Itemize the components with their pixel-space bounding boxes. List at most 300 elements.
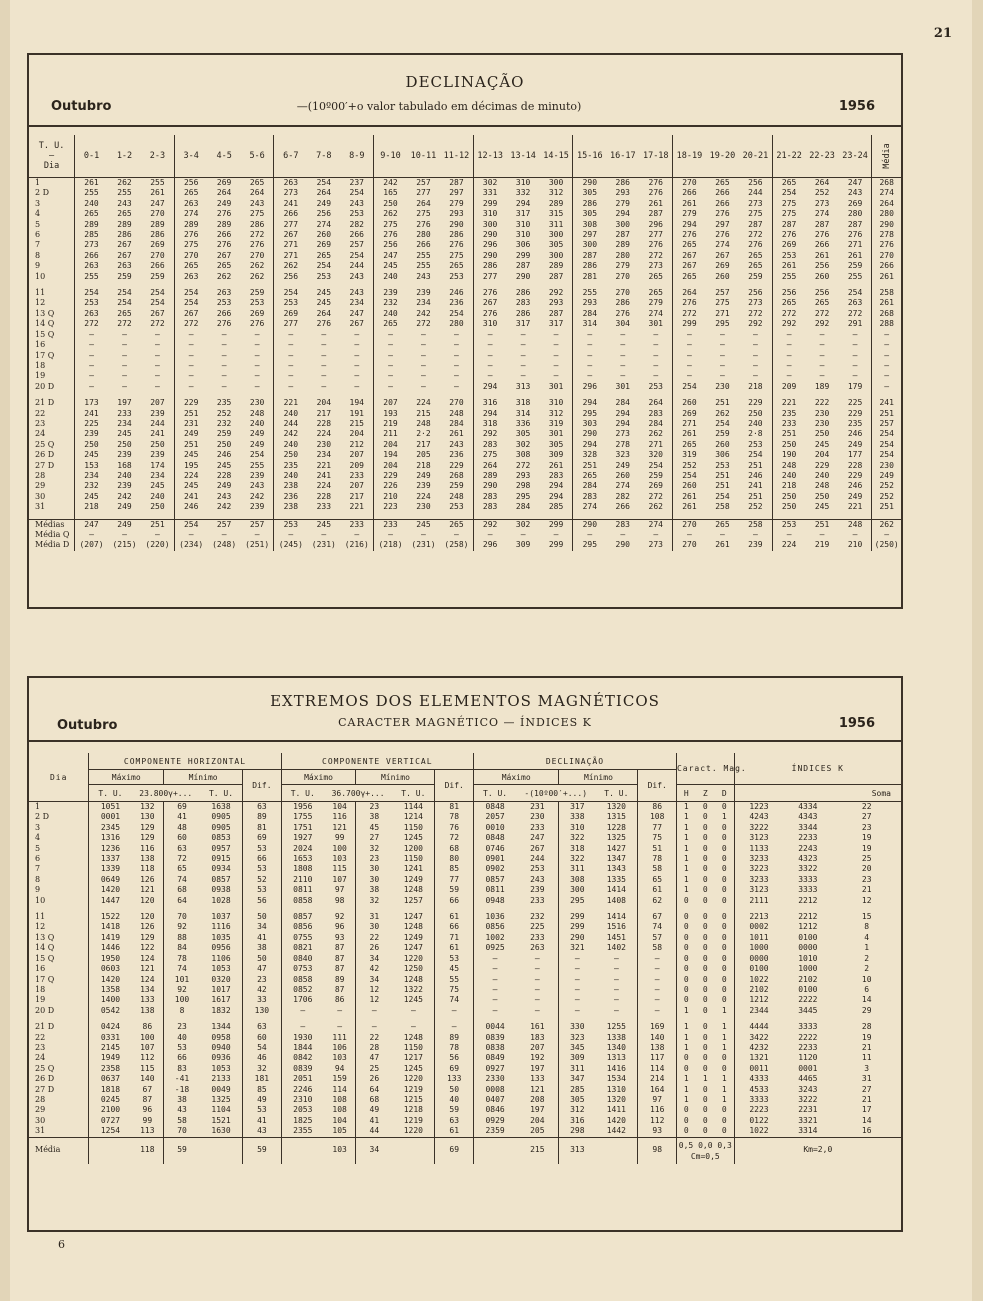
cell: — — [421, 360, 426, 370]
cell: 262 — [872, 519, 901, 530]
cell: 2·8 — [748, 429, 763, 439]
cell: 1335 — [606, 874, 626, 884]
cell: — — [638, 995, 676, 1005]
cell: — — [613, 1005, 619, 1015]
cell: 265 — [673, 240, 706, 250]
cell: 103 — [332, 1053, 347, 1063]
cell: 276 — [615, 308, 630, 318]
cell: 280 — [416, 230, 431, 240]
cell — [200, 1137, 243, 1164]
cell: 20 — [861, 864, 872, 874]
cell: 318 — [515, 398, 531, 408]
cell: 240 — [374, 272, 407, 282]
cell: 265 — [648, 271, 663, 281]
cell: 2100 — [89, 1105, 132, 1115]
cell: 292 — [814, 319, 830, 329]
cell: 280 — [872, 209, 901, 219]
cell: 1220 — [403, 1126, 423, 1136]
cell: — — [620, 350, 626, 360]
cell: 3333 — [798, 1022, 818, 1032]
cell: 255 — [416, 261, 431, 271]
cell: 1247 — [403, 912, 423, 922]
cell: 309 — [559, 1053, 595, 1063]
header-media — [872, 135, 901, 178]
cell: 61 — [435, 943, 473, 953]
cell: 0 — [702, 843, 708, 853]
cell: — — [673, 340, 706, 350]
cell: 118 — [140, 864, 155, 874]
row-day: 4 — [35, 209, 41, 219]
cell: 4 — [864, 932, 870, 942]
cell: 78 — [435, 1043, 473, 1053]
cell: 279 — [615, 261, 630, 271]
media-h-min: 59 — [164, 1137, 200, 1164]
cell: 51 — [638, 844, 676, 854]
cell: 311 — [559, 1064, 595, 1074]
cell: — — [221, 371, 227, 381]
cell: 96 — [142, 1105, 153, 1115]
table-row — [29, 1085, 901, 1095]
cell: 234 — [75, 471, 108, 481]
cell: 253 — [216, 298, 232, 308]
cell: — — [421, 381, 426, 391]
cell: — — [122, 340, 127, 350]
cell: 249 — [249, 429, 265, 439]
cell: 229 — [449, 460, 464, 470]
cell: 219 — [814, 540, 830, 550]
cell: 265 — [249, 178, 265, 187]
cell: 294 — [615, 209, 630, 219]
cell: 267 — [673, 251, 706, 261]
cell: 270 — [673, 519, 706, 530]
cell: 311 — [559, 864, 595, 874]
cell: — — [620, 360, 626, 370]
cell: 1022 — [734, 975, 783, 985]
cell: 224 — [316, 429, 332, 439]
cell: 306 — [715, 450, 730, 460]
cell: — — [473, 985, 516, 995]
cell: 0 — [721, 922, 727, 932]
cell: 0727 — [89, 1116, 132, 1126]
table-row — [29, 922, 901, 932]
cell: 0842 — [281, 1053, 324, 1063]
table-row — [29, 833, 901, 843]
cell: 174 — [150, 460, 165, 470]
cell: 208 — [530, 1094, 545, 1104]
cell: 299 — [515, 250, 531, 260]
cell: 289 — [216, 219, 232, 229]
cell: 287 — [573, 251, 606, 261]
cell: 3222 — [734, 823, 783, 833]
header-d-dif: Dif. — [638, 770, 676, 802]
cell: 23 — [861, 822, 872, 832]
cell: 0856 — [473, 922, 516, 932]
cell: 317 — [515, 209, 531, 219]
cell: 275 — [174, 240, 207, 250]
table-row — [29, 912, 901, 922]
cell: 87 — [142, 1094, 153, 1104]
cell: 276 — [473, 309, 506, 319]
cell: 53 — [243, 1105, 281, 1115]
header-hour: 22-23 — [805, 135, 838, 178]
cell: 250 — [150, 502, 165, 512]
cell: 286 — [473, 261, 506, 271]
header-declinacao: DECLINAÇÃO — [473, 753, 676, 770]
cell: 0925 — [473, 943, 516, 953]
cell: 276 — [748, 240, 763, 250]
cell: 0 — [702, 812, 708, 822]
cell: — — [852, 360, 858, 370]
cell: 19 — [861, 843, 872, 853]
cell: 3322 — [798, 864, 818, 874]
cell — [89, 1137, 132, 1164]
cell: 0 — [702, 943, 708, 953]
cell: 240 — [117, 470, 132, 480]
cell: 67 — [638, 912, 676, 922]
cell: 249 — [174, 429, 207, 439]
cell: 283 — [548, 470, 564, 480]
cell: — — [653, 530, 659, 539]
extremes-body — [29, 802, 901, 1138]
cell: 74 — [164, 964, 200, 974]
cell: 129 — [140, 932, 155, 942]
cell: 276 — [174, 230, 207, 240]
header-v-tu: T. U. — [281, 785, 324, 802]
cell: 0 — [702, 1094, 708, 1104]
cell: 290 — [473, 251, 506, 261]
row-day: 17 Q — [35, 350, 55, 360]
cell: 290 — [573, 178, 606, 189]
cell: 302 — [507, 519, 540, 530]
cell: 3222 — [798, 1094, 818, 1104]
cell: 250 — [814, 429, 830, 439]
cell: 295 — [573, 409, 606, 419]
cell: (216) — [344, 540, 369, 550]
cell: 76 — [435, 823, 473, 833]
cell: 0 — [702, 833, 708, 843]
cell: 97 — [638, 1095, 676, 1105]
cell: 261 — [814, 250, 830, 260]
cell: — — [872, 530, 901, 540]
header-h-tu2: T. U. — [200, 785, 243, 802]
cell: 265 — [174, 261, 207, 271]
cell: 1 — [676, 844, 695, 854]
cell: 27 — [861, 812, 872, 822]
cell: 89 — [334, 974, 345, 984]
cell: 1325 — [606, 833, 626, 843]
cell: 233 — [340, 519, 373, 530]
cell: 254 — [872, 450, 901, 460]
header-carac: Caract. Mag. — [676, 753, 734, 785]
row-day: 4 — [35, 833, 41, 843]
cell: — — [122, 329, 127, 339]
cell: 305 — [515, 429, 531, 439]
cell: 299 — [540, 519, 573, 530]
cell: 262 — [249, 261, 265, 271]
cell: 2223 — [734, 1105, 783, 1115]
cell: 243 — [249, 481, 265, 491]
cell: 0424 — [89, 1022, 132, 1032]
cell: 295 — [559, 896, 595, 906]
cell: 261 — [847, 250, 863, 260]
cell: 1212 — [798, 922, 818, 932]
cell: 265 — [316, 250, 332, 260]
cell: 107 — [332, 874, 347, 884]
cell: 261 — [150, 188, 165, 198]
cell: 221 — [847, 502, 863, 512]
cell: 257 — [241, 519, 274, 530]
cell: 89 — [435, 1033, 473, 1043]
cell: 69 — [243, 833, 281, 843]
cell: 1322 — [403, 984, 423, 994]
cell: 65 — [638, 875, 676, 885]
cell: 253 — [349, 209, 364, 219]
media-d-dif: 98 — [638, 1137, 676, 1164]
cell: 0811 — [473, 885, 516, 895]
cell: 260 — [715, 439, 730, 449]
cell: 305 — [573, 209, 606, 219]
cell: 253 — [449, 271, 464, 281]
cell: 255 — [847, 271, 863, 281]
cell: 207 — [349, 481, 364, 491]
cell: — — [720, 371, 725, 381]
cell: 255 — [416, 250, 431, 260]
table-row — [29, 1105, 901, 1115]
cell: 265 — [117, 308, 132, 318]
cell: 314 — [573, 319, 606, 329]
cell: 235 — [274, 461, 307, 471]
cell: — — [473, 371, 506, 381]
cell: 169 — [638, 1022, 676, 1032]
cell: 22 — [861, 802, 872, 811]
cell: 1408 — [606, 895, 626, 905]
cell: 245 — [307, 519, 340, 530]
cell: 1420 — [606, 1115, 626, 1125]
cell: 38 — [356, 812, 392, 822]
cell: — — [155, 371, 160, 381]
cell: 263 — [117, 261, 132, 271]
header-v-base: 36.700γ+... — [324, 785, 392, 802]
cell: 1219 — [403, 1084, 423, 1094]
cell: 267 — [715, 250, 730, 260]
declination-subtitle: —(10º00′+o valor tabulado em décimas de minuto) — [296, 100, 582, 113]
cell: — — [221, 350, 227, 360]
cell: 61 — [435, 912, 473, 922]
cell: 315 — [548, 209, 564, 219]
cell: 239 — [249, 470, 265, 480]
cell: — — [653, 350, 659, 360]
cell: 173 — [75, 398, 108, 408]
cell: 272 — [847, 308, 863, 318]
row-day: 8 — [35, 250, 41, 260]
header-hour: 5-6 — [241, 135, 274, 178]
cell: 264 — [473, 461, 506, 471]
cell: — — [819, 340, 825, 350]
cell: 26 — [356, 1074, 392, 1084]
row-day: 7 — [35, 864, 41, 874]
cell: 33 — [243, 995, 281, 1005]
cell: (220) — [145, 540, 170, 550]
cell: 264 — [216, 188, 232, 198]
cell: 66 — [243, 854, 281, 864]
cell: 254 — [673, 382, 706, 392]
declination-year: 1956 — [838, 99, 875, 114]
cell: 269 — [847, 198, 863, 208]
cell: 2233 — [798, 1042, 818, 1052]
cell: 251 — [805, 519, 838, 530]
cell: — — [421, 371, 426, 381]
cell: 297 — [715, 219, 730, 229]
cell: 274 — [639, 519, 672, 530]
cell: 31 — [356, 912, 392, 922]
header-hour: 21-22 — [772, 135, 805, 178]
cell: 233 — [530, 822, 545, 832]
cell: 0848 — [473, 802, 516, 813]
table-row — [29, 471, 901, 481]
cell: 294 — [573, 398, 606, 408]
cell: 49 — [356, 1105, 392, 1115]
cell: — — [673, 530, 706, 540]
cell: 233 — [772, 419, 805, 429]
cell: 265 — [772, 298, 805, 308]
cell: — — [410, 1022, 416, 1032]
cell: 85 — [435, 864, 473, 874]
extremes-title: EXTREMOS DOS ELEMENTOS MAGNÉTICOS — [270, 692, 660, 710]
cell: — — [473, 964, 516, 974]
header-d-tu: T. U. — [473, 785, 516, 802]
cell: 1340 — [606, 1042, 626, 1052]
cell: 234 — [117, 418, 132, 428]
cell: 292 — [473, 429, 506, 439]
cell: (245) — [274, 540, 307, 550]
cell: 294 — [548, 481, 564, 491]
cell: 264 — [872, 199, 901, 209]
cell: 293 — [615, 188, 630, 198]
cell: 164 — [638, 1085, 676, 1095]
cell: 1200 — [403, 843, 423, 853]
row-day: 11 — [35, 288, 46, 298]
cell: 17 — [861, 1105, 872, 1115]
cell: 266 — [814, 240, 830, 250]
cell: — — [421, 340, 426, 350]
cell: 249 — [117, 502, 132, 512]
cell: — — [553, 350, 559, 360]
cell: 259 — [847, 261, 863, 271]
cell: 81 — [435, 802, 473, 813]
cell: 1036 — [473, 912, 516, 922]
cell: 250 — [772, 440, 805, 450]
cell: 251 — [748, 460, 763, 470]
header-hour: 0-1 — [75, 135, 108, 178]
cell: 59 — [435, 1105, 473, 1115]
cell: 23 — [243, 975, 281, 985]
cell: 61 — [435, 1126, 473, 1137]
cell: 253 — [772, 251, 805, 261]
cell: 1220 — [403, 1074, 423, 1084]
cell: 230 — [530, 812, 545, 822]
cell: 1212 — [734, 995, 783, 1005]
cell: 277 — [274, 220, 307, 230]
cell: — — [553, 340, 559, 350]
cell: 0 — [676, 985, 695, 995]
cell: — — [356, 1006, 392, 1016]
cell: 234 — [150, 470, 165, 480]
cell: 236 — [449, 298, 464, 308]
cell: 113 — [140, 1126, 155, 1136]
cell: — — [356, 1022, 392, 1032]
cell: — — [720, 360, 725, 370]
cell: 276 — [449, 240, 464, 250]
row-day: 13 Q — [35, 308, 55, 318]
cell: — — [274, 371, 307, 381]
cell: — — [174, 340, 207, 350]
cell: 0 — [702, 874, 708, 884]
cell: — — [872, 340, 901, 350]
cell: 250 — [748, 408, 763, 418]
cell: 1638 — [211, 802, 231, 811]
cell: 310 — [515, 230, 531, 240]
cell: 232 — [374, 298, 407, 308]
cell: 267 — [150, 308, 165, 318]
cell: 261 — [872, 298, 901, 308]
table-row — [29, 382, 901, 392]
table-row — [29, 398, 901, 408]
cell: 1 — [721, 1094, 727, 1104]
cell: 280 — [847, 209, 863, 219]
cell: 1844 — [281, 1043, 324, 1053]
cell: 239 — [150, 450, 165, 460]
cell: 300 — [548, 230, 564, 240]
cell: 222 — [814, 398, 830, 408]
cell: 1241 — [403, 864, 423, 874]
cell: — — [254, 371, 260, 381]
header-h-base: 23.800γ+... — [132, 785, 200, 802]
cell: (258) — [444, 540, 469, 550]
cell: — — [653, 329, 659, 339]
header-dia: Dia — [29, 753, 89, 802]
cell: 262 — [648, 429, 663, 439]
table-row — [29, 309, 901, 319]
cell: 112 — [140, 1053, 155, 1063]
cell: 1220 — [403, 953, 423, 963]
cell: 204 — [349, 429, 364, 439]
table-row — [29, 1033, 901, 1043]
cell: 30 — [356, 875, 392, 885]
row-day: 20 D — [35, 381, 55, 391]
cell: 181 — [243, 1074, 281, 1084]
cell: 2024 — [281, 844, 324, 854]
cell: 1 — [721, 1084, 727, 1094]
cell: 243 — [117, 198, 132, 208]
row-day: 23 — [35, 1042, 46, 1052]
cell: — — [354, 381, 360, 391]
cell: 47 — [356, 1053, 392, 1063]
cell: 3123 — [734, 833, 783, 843]
table-row — [29, 985, 901, 995]
cell: — — [852, 371, 858, 381]
cell: 261 — [673, 502, 706, 512]
cell: 263 — [75, 261, 108, 271]
cell: 323 — [559, 1033, 595, 1043]
cell: 277 — [416, 188, 431, 198]
cell: 0 — [721, 943, 727, 953]
cell: 347 — [559, 1074, 595, 1084]
cell: 287 — [814, 219, 830, 229]
cell: 69 — [164, 802, 200, 813]
cell: 2051 — [281, 1074, 324, 1084]
cell: — — [254, 340, 260, 350]
cell: 256 — [174, 178, 207, 189]
